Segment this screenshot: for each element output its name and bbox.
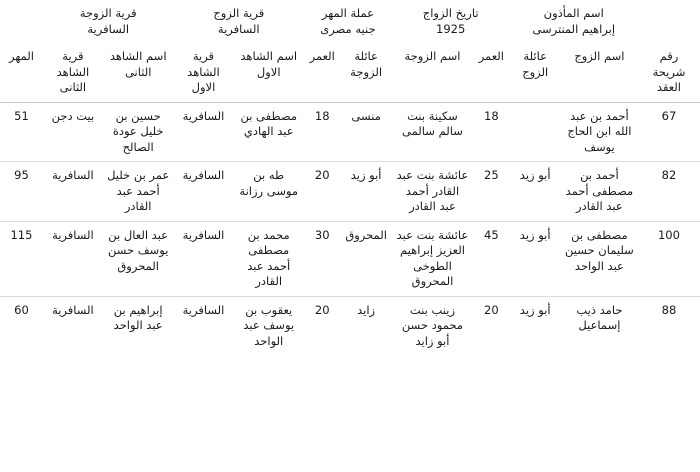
cell-witness2-name: حسين بن خليل عودة الصالح — [103, 102, 174, 162]
meta-marriage-date-value: 1925 — [436, 21, 466, 36]
cell-husband-age: 20 — [484, 302, 499, 317]
table-row — [0, 162, 700, 222]
cell-husband-name: حامد ذيب إسماعيل — [576, 302, 623, 333]
cell-dowry: 60 — [14, 302, 29, 317]
cell-husband-age: 18 — [473, 102, 509, 162]
meta-dowry-currency-label: عملة المهر — [321, 6, 374, 20]
cell-husband-age: 45 — [473, 221, 509, 296]
col-header-husband-family: عائلة الزوج — [510, 43, 561, 102]
col-header-witness1-village: قرية الشاهد الاول — [173, 43, 233, 102]
col-header-contract-no: رقم شريحة العقد — [638, 43, 700, 102]
cell-husband-name: أحمد بن مصطفى أحمد عبد القادر — [561, 162, 638, 222]
cell-husband-name: أحمد بن عبد الله ابن الحاج يوسف — [561, 102, 638, 162]
meta-mazoun-label: اسم المأذون — [543, 6, 604, 20]
cell-witness2-village: بيت دجن — [43, 102, 103, 162]
cell-wife-age: 20 — [314, 302, 330, 317]
cell-wife-name: عائشة بنت عبد القادر أحمد عبد القادر — [392, 162, 473, 222]
cell-witness1-name: محمد بن مصطفى أحمد عبد القادر — [233, 221, 304, 296]
table-header-row — [0, 43, 700, 102]
table-row — [0, 296, 700, 355]
cell-witness2-village: السافرية — [52, 302, 94, 317]
meta-mazoun — [510, 0, 638, 43]
cell-witness2-name: إبراهيم بن عبد الواحد — [113, 302, 163, 333]
cell-husband-family — [510, 102, 561, 162]
cell-husband-name: مصطفى بن سليمان حسين عبد الواحد — [561, 221, 638, 296]
cell-dowry: 115 — [0, 221, 43, 296]
col-header-husband-name: اسم الزوج — [561, 43, 638, 102]
meta-empty-2 — [0, 0, 43, 43]
table-row — [0, 221, 700, 296]
meta-wife-village — [43, 0, 174, 43]
meta-dowry-currency-value: جنيه مصرى — [320, 21, 376, 36]
meta-wife-village-label: قرية الزوجة — [79, 6, 137, 20]
cell-witness2-name: عبد العال بن يوسف حسن المحروق — [103, 221, 174, 296]
cell-husband-family: أبو زيد — [510, 221, 561, 296]
cell-witness1-name: يعقوب بن يوسف عبد الواحد — [243, 302, 295, 348]
meta-husband-village-value: السافرية — [217, 21, 260, 36]
meta-mazoun-value: إبراهيم المنترسى — [532, 21, 616, 36]
cell-wife-family: منسى — [340, 102, 391, 162]
meta-husband-village — [173, 0, 304, 43]
col-header-dowry: المهر — [0, 43, 43, 102]
col-header-witness2-village: قرية الشاهد الثانى — [43, 43, 103, 102]
cell-wife-family: زايد — [357, 302, 376, 317]
document-meta-row — [0, 0, 700, 43]
cell-husband-age: 25 — [473, 162, 509, 222]
cell-witness1-village: السافرية — [173, 221, 233, 296]
cell-wife-age: 20 — [304, 162, 340, 222]
cell-dowry: 95 — [0, 162, 43, 222]
cell-witness1-village: السافرية — [182, 302, 225, 317]
col-header-witness2-name: اسم الشاهد الثانى — [103, 43, 174, 102]
cell-wife-family: أبو زيد — [340, 162, 391, 222]
cell-contract-no: 82 — [638, 162, 700, 222]
cell-witness2-village: السافرية — [43, 221, 103, 296]
cell-husband-family: أبو زيد — [519, 302, 551, 317]
col-header-husband-age: العمر — [473, 43, 509, 102]
col-header-wife-age: العمر — [304, 43, 340, 102]
table-row — [0, 102, 700, 162]
cell-witness1-village: السافرية — [173, 162, 233, 222]
cell-wife-age: 30 — [304, 221, 340, 296]
meta-empty-1 — [638, 0, 700, 43]
cell-contract-no: 100 — [638, 221, 700, 296]
meta-marriage-date-label: تاريخ الزواج — [422, 6, 479, 20]
cell-husband-family: أبو زيد — [510, 162, 561, 222]
col-header-wife-family: عائلة الزوجة — [340, 43, 391, 102]
cell-wife-family: المحروق — [340, 221, 391, 296]
cell-witness2-name: عمر بن خليل أحمد عبد القادر — [103, 162, 174, 222]
cell-witness1-village: السافرية — [173, 102, 233, 162]
cell-contract-no: 88 — [661, 302, 677, 317]
cell-witness1-name: مصطفى بن عبد الهادي — [233, 102, 304, 162]
cell-wife-name: سكينة بنت سالم سالمى — [392, 102, 473, 162]
cell-dowry: 51 — [0, 102, 43, 162]
meta-wife-village-value: السافرية — [87, 21, 130, 36]
col-header-wife-name: اسم الزوجة — [392, 43, 473, 102]
cell-wife-name: عائشة بنت عبد العزيز إبراهيم الطوخى المحروق — [392, 221, 473, 296]
cell-witness2-village: السافرية — [43, 162, 103, 222]
meta-husband-village-label: قرية الزوج — [213, 6, 265, 20]
cell-wife-name: زينب بنت محمود حسن أبو زايد — [401, 302, 463, 348]
meta-marriage-date — [392, 0, 510, 43]
cell-wife-age: 18 — [304, 102, 340, 162]
meta-dowry-currency — [304, 0, 392, 43]
col-header-witness1-name: اسم الشاهد الاول — [233, 43, 304, 102]
cell-contract-no: 67 — [638, 102, 700, 162]
cell-witness1-name: طه بن موسى رزانة — [233, 162, 304, 222]
